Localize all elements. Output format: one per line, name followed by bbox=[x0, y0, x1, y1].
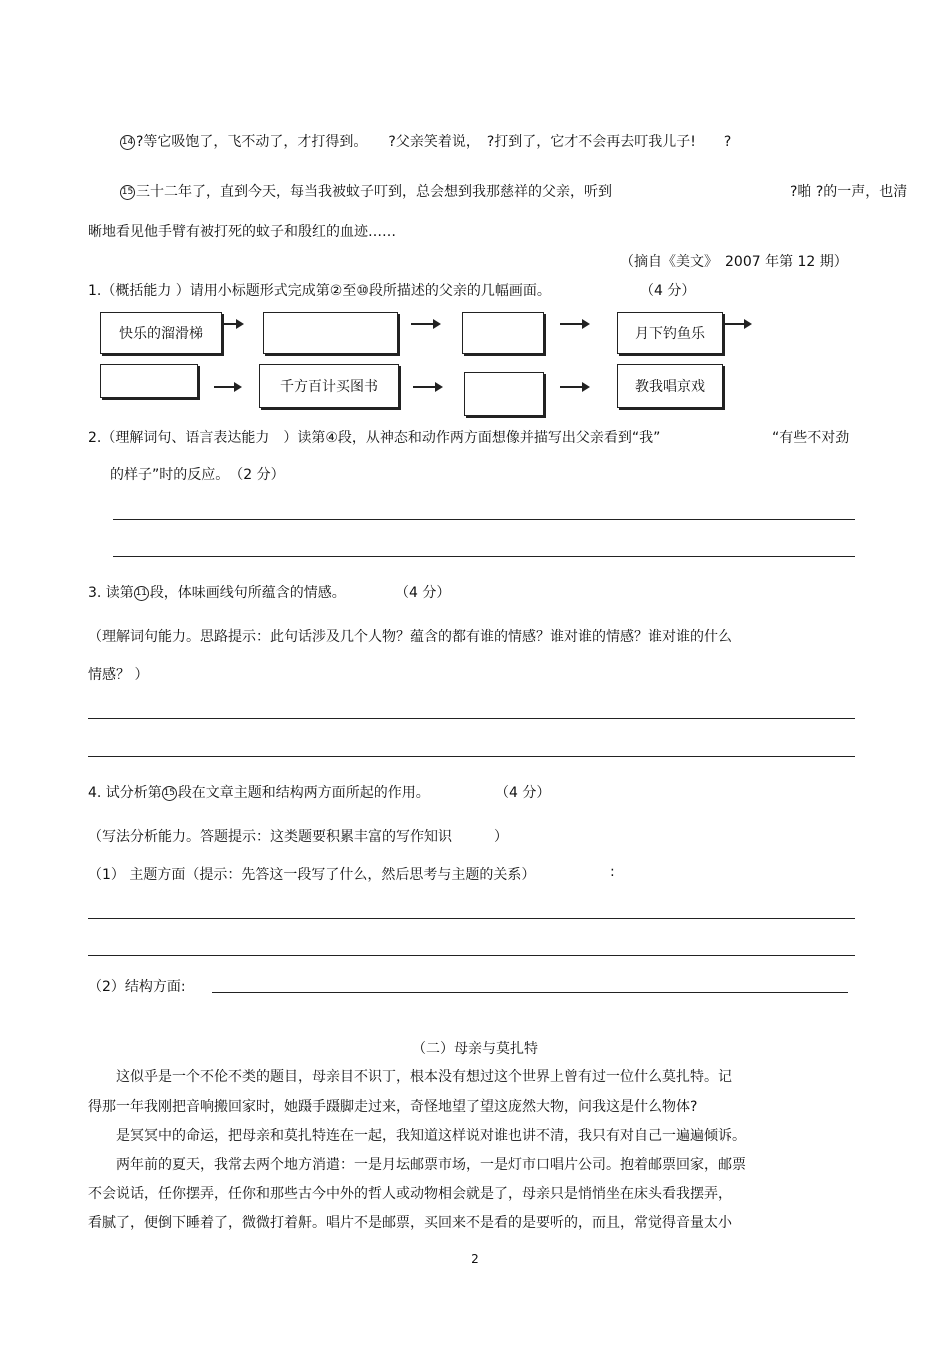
paragraph-text-line1: 三十二年了，直到今天，每当我被蚊子叮到，总会想到我那慈祥的父亲，听到 bbox=[136, 184, 612, 200]
flow-box-6: 千方百计买图书 bbox=[259, 364, 399, 408]
flow-box-2-empty[interactable] bbox=[263, 312, 398, 354]
paragraph-text: ?等它吸饱了，飞不动了，才打得到。 ?父亲笑着说， ?打到了，它才不会再去叮我儿子! ? bbox=[136, 134, 732, 150]
answer-line[interactable] bbox=[88, 756, 855, 757]
page-number: 2 bbox=[471, 1252, 479, 1266]
arrow bbox=[560, 323, 588, 325]
question-3-prefix: 3. 读第 bbox=[88, 585, 134, 601]
paragraph-number: 14 bbox=[120, 135, 135, 150]
question-3-score: （4 分） bbox=[395, 585, 451, 601]
answer-line[interactable] bbox=[113, 556, 855, 557]
body-line: 两年前的夏天，我常去两个地方消遣：一是月坛邮票市场，一是灯市口唱片公司。抱着邮票回家，邮票 bbox=[88, 1157, 746, 1173]
answer-line[interactable] bbox=[212, 992, 848, 993]
flow-box-4: 月下钓鱼乐 bbox=[617, 312, 723, 354]
section-title: （二）母亲与莫扎特 bbox=[412, 1041, 538, 1057]
question-4-sub1: （1） 主题方面（提示：先答这一段写了什么，然后思考与主题的关系） bbox=[88, 867, 536, 883]
question-3-hint-line1: （理解词句能力。思路提示：此句话涉及几个人物？蕴含的都有谁的情感？谁对谁的情感？谁对谁的什么 bbox=[88, 629, 732, 645]
paragraph-14 bbox=[120, 131, 731, 151]
arrow bbox=[413, 386, 441, 388]
question-1-text: 1.（概括能力 ）请用小标题形式完成第②至⑩段所描述的父亲的几幅画面。 bbox=[88, 283, 551, 299]
arrow bbox=[224, 323, 242, 325]
question-4-sub1-colon: : bbox=[610, 864, 615, 880]
question-2-line2: 的样子”时的反应。 （2 分） bbox=[110, 467, 285, 483]
body-line: 看腻了，便倒下睡着了，微微打着鼾。唱片不是邮票，买回来不是看的是要听的，而且，常觉得音量太小 bbox=[88, 1215, 732, 1231]
question-4-sub2: （2）结构方面: bbox=[88, 979, 186, 995]
question-2-line1: 2.（理解词句、语言表达能力 ）读第④段，从神态和动作两方面想像并描写出父亲看到“我” bbox=[88, 430, 661, 446]
flow-box-5-empty[interactable] bbox=[100, 364, 198, 398]
body-line: 这似乎是一个不伦不类的题目，母亲目不识丁，根本没有想过这个世界上曾有过一位什么莫扎特。记 bbox=[88, 1069, 732, 1085]
flow-box-8: 教我唱京戏 bbox=[617, 364, 723, 408]
arrow bbox=[411, 323, 439, 325]
paragraph-15 bbox=[120, 181, 612, 201]
arrow bbox=[725, 323, 750, 325]
flow-box-3-empty[interactable] bbox=[462, 312, 544, 354]
question-4-score: （4 分） bbox=[495, 785, 551, 801]
body-line: 得那一年我刚把音响搬回家时，她蹑手蹑脚走过来，奇怪地望了望这庞然大物，问我这是什么物体? bbox=[88, 1099, 698, 1115]
paragraph-number: 11 bbox=[134, 586, 149, 601]
question-2-line1-tail: “有些不对劲 bbox=[772, 430, 850, 446]
answer-line[interactable] bbox=[113, 519, 855, 520]
question-4 bbox=[88, 782, 430, 802]
flow-box-1: 快乐的溜滑梯 bbox=[100, 312, 222, 354]
paragraph-15-tail: ?啪 ?的一声，也清 bbox=[790, 184, 908, 200]
answer-line[interactable] bbox=[88, 918, 855, 919]
question-4-prefix: 4. 试分析第 bbox=[88, 785, 162, 801]
body-line: 是冥冥中的命运，把母亲和莫扎特连在一起，我知道这样说对谁也讲不清，我只有对自己一遍遍倾诉。 bbox=[88, 1128, 746, 1144]
paragraph-number: 15 bbox=[162, 786, 177, 801]
question-4-text: 段在文章主题和结构两方面所起的作用。 bbox=[177, 785, 430, 801]
arrow bbox=[214, 386, 240, 388]
question-3-text: 段，体味画线句所蕴含的情感。 bbox=[149, 585, 346, 601]
question-3-hint-line2: 情感？ ） bbox=[88, 667, 149, 683]
question-1-score: （4 分） bbox=[640, 283, 696, 299]
source-citation: （摘自《美文》 2007 年第 12 期） bbox=[620, 254, 848, 270]
body-line: 不会说话，任你摆弄，任你和那些古今中外的哲人或动物相会就是了，母亲只是悄悄坐在床头看我摆弄， bbox=[88, 1186, 732, 1202]
paragraph-15-line2: 晰地看见他手臂有被打死的蚊子和殷红的血迹…… bbox=[88, 224, 396, 240]
question-4-hint: （写法分析能力。答题提示：这类题要积累丰富的写作知识 ） bbox=[88, 829, 508, 845]
question-3 bbox=[88, 582, 346, 602]
answer-line[interactable] bbox=[88, 955, 855, 956]
arrow bbox=[560, 386, 588, 388]
paragraph-number: 15 bbox=[120, 185, 135, 200]
answer-line[interactable] bbox=[88, 718, 855, 719]
flow-box-7-empty[interactable] bbox=[464, 372, 544, 416]
